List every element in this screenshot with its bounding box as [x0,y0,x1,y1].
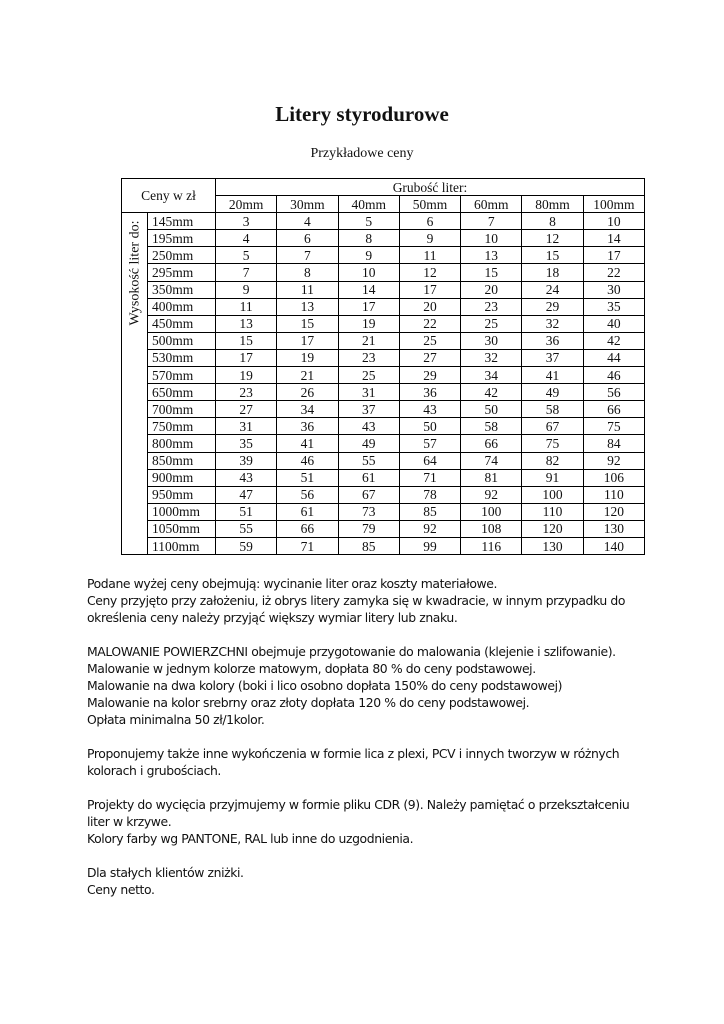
price-cell: 12 [522,230,583,247]
price-cell: 17 [338,298,399,315]
price-cell: 130 [522,537,583,554]
price-cell: 14 [338,281,399,298]
price-cell: 57 [399,435,460,452]
price-cell: 106 [583,469,644,486]
table-row [122,520,645,537]
price-cell: 43 [216,469,277,486]
price-cell: 25 [399,332,460,349]
price-cell: 4 [216,230,277,247]
price-cell: 40 [583,315,644,332]
price-cell: 67 [338,486,399,503]
table-row [122,315,645,332]
price-cell: 59 [216,537,277,554]
price-cell: 8 [277,264,338,281]
table-row [122,401,645,418]
price-cell: 35 [583,298,644,315]
price-cell: 21 [277,367,338,384]
price-cell: 17 [216,349,277,366]
row-height-label: 350mm [148,281,216,298]
table-row [122,486,645,503]
price-cell: 8 [338,230,399,247]
price-cell: 6 [399,213,460,230]
note-line: Kolory farby wg PANTONE, RAL lub inne do uzgodnienia. [87,831,414,846]
row-height-label: 800mm [148,435,216,452]
note-paragraph [87,864,647,898]
price-cell: 73 [338,503,399,520]
note-line: Malowanie w jednym kolorze matowym, dopłata 80 % do ceny podstawowej. [87,661,536,676]
thickness-column-header: 40mm [338,196,399,213]
note-line: MALOWANIE POWIERZCHNI obejmuje przygotowanie do malowania (klejenie i szlifowanie). [87,644,616,659]
price-cell: 23 [461,298,522,315]
price-cell: 30 [461,332,522,349]
price-cell: 55 [216,520,277,537]
price-cell: 8 [522,213,583,230]
price-cell: 15 [277,315,338,332]
price-cell: 42 [583,332,644,349]
note-paragraph [87,575,647,626]
height-axis-cell [122,213,148,555]
price-cell: 61 [338,469,399,486]
price-cell: 7 [277,247,338,264]
price-cell: 39 [216,452,277,469]
row-height-label: 1000mm [148,503,216,520]
price-cell: 75 [583,418,644,435]
row-height-label: 145mm [148,213,216,230]
price-cell: 17 [399,281,460,298]
row-height-label: 650mm [148,384,216,401]
price-cell: 26 [277,384,338,401]
price-cell: 116 [461,537,522,554]
price-cell: 22 [583,264,644,281]
note-line: Proponujemy także inne wykończenia w formie lica z plexi, PCV i innych tworzyw w różnych kolorach i grubościach. [87,746,620,778]
price-cell: 100 [522,486,583,503]
price-cell: 43 [338,418,399,435]
price-cell: 34 [461,367,522,384]
price-cell: 58 [522,401,583,418]
price-cell: 23 [338,349,399,366]
price-cell: 36 [522,332,583,349]
price-cell: 19 [216,367,277,384]
price-cell: 11 [216,298,277,315]
price-cell: 22 [399,315,460,332]
price-cell: 13 [277,298,338,315]
price-cell: 36 [399,384,460,401]
price-cell: 50 [461,401,522,418]
corner-label: Ceny w zł [122,179,216,213]
price-cell: 50 [399,418,460,435]
price-cell: 66 [583,401,644,418]
price-cell: 11 [277,281,338,298]
price-cell: 120 [583,503,644,520]
row-height-label: 750mm [148,418,216,435]
table-row [122,367,645,384]
price-cell: 41 [522,367,583,384]
price-cell: 47 [216,486,277,503]
height-label: Wysokość liter do: [127,220,142,326]
row-height-label: 295mm [148,264,216,281]
price-cell: 66 [461,435,522,452]
price-cell: 27 [216,401,277,418]
row-height-label: 1100mm [148,537,216,554]
thickness-column-header: 20mm [216,196,277,213]
price-cell: 29 [522,298,583,315]
price-cell: 15 [522,247,583,264]
price-cell: 120 [522,520,583,537]
table-row [122,469,645,486]
price-cell: 35 [216,435,277,452]
note-paragraph [87,643,647,728]
note-line: Dla stałych klientów zniżki. [87,865,244,880]
table-row [122,503,645,520]
price-cell: 36 [277,418,338,435]
price-cell: 10 [338,264,399,281]
row-height-label: 195mm [148,230,216,247]
price-cell: 41 [277,435,338,452]
table-row [122,281,645,298]
table-row [122,298,645,315]
row-height-label: 850mm [148,452,216,469]
price-cell: 4 [277,213,338,230]
price-cell: 92 [399,520,460,537]
note-paragraph [87,796,647,847]
price-cell: 44 [583,349,644,366]
row-height-label: 450mm [148,315,216,332]
price-cell: 58 [461,418,522,435]
price-cell: 25 [461,315,522,332]
price-cell: 81 [461,469,522,486]
table-row [122,213,645,230]
row-height-label: 700mm [148,401,216,418]
page-subtitle: Przykładowe ceny [310,146,414,161]
thickness-column-header: 80mm [522,196,583,213]
table-row [122,384,645,401]
table-row [122,332,645,349]
price-cell: 56 [583,384,644,401]
price-cell: 29 [399,367,460,384]
price-cell: 66 [277,520,338,537]
price-cell: 19 [338,315,399,332]
note-paragraph [87,745,647,779]
price-cell: 5 [216,247,277,264]
price-cell: 9 [399,230,460,247]
note-line: Malowanie na kolor srebrny oraz złoty dopłata 120 % do ceny podstawowej. [87,695,530,710]
row-height-label: 1050mm [148,520,216,537]
price-cell: 67 [522,418,583,435]
price-cell: 85 [338,537,399,554]
price-cell: 46 [583,367,644,384]
price-cell: 110 [522,503,583,520]
price-cell: 3 [216,213,277,230]
note-line: Podane wyżej ceny obejmują: wycinanie liter oraz koszty materiałowe. [87,576,498,591]
table-row [122,452,645,469]
table-row [122,537,645,554]
price-cell: 15 [216,332,277,349]
price-cell: 13 [461,247,522,264]
price-cell: 46 [277,452,338,469]
price-cell: 25 [338,367,399,384]
thickness-column-header: 60mm [461,196,522,213]
price-cell: 9 [216,281,277,298]
price-cell: 55 [338,452,399,469]
price-cell: 30 [583,281,644,298]
price-cell: 56 [277,486,338,503]
row-height-label: 900mm [148,469,216,486]
price-cell: 92 [583,452,644,469]
row-height-label: 570mm [148,367,216,384]
price-cell: 37 [522,349,583,366]
price-cell: 84 [583,435,644,452]
price-cell: 27 [399,349,460,366]
price-cell: 11 [399,247,460,264]
price-cell: 18 [522,264,583,281]
table-row [122,418,645,435]
thickness-column-header: 50mm [399,196,460,213]
price-cell: 79 [338,520,399,537]
price-cell: 20 [461,281,522,298]
thickness-column-header: 30mm [277,196,338,213]
price-cell: 43 [399,401,460,418]
price-cell: 13 [216,315,277,332]
price-cell: 24 [522,281,583,298]
price-cell: 64 [399,452,460,469]
price-cell: 99 [399,537,460,554]
price-cell: 17 [583,247,644,264]
price-cell: 23 [216,384,277,401]
table-row [122,349,645,366]
price-cell: 37 [338,401,399,418]
table-row [122,264,645,281]
price-cell: 75 [522,435,583,452]
note-line: Ceny netto. [87,882,155,897]
price-cell: 78 [399,486,460,503]
price-cell: 12 [399,264,460,281]
price-cell: 10 [461,230,522,247]
price-cell: 21 [338,332,399,349]
note-line: Malowanie na dwa kolory (boki i lico osobno dopłata 150% do ceny podstawowej) [87,678,563,693]
price-cell: 140 [583,537,644,554]
price-cell: 92 [461,486,522,503]
price-cell: 51 [277,469,338,486]
price-cell: 130 [583,520,644,537]
note-line: Projekty do wycięcia przyjmujemy w formie pliku CDR (9). Należy pamiętać o przekształceniu liter w krzywe. [87,797,630,829]
price-cell: 61 [277,503,338,520]
note-line: Opłata minimalna 50 zł/1kolor. [87,712,265,727]
row-height-label: 950mm [148,486,216,503]
thickness-column-header: 100mm [583,196,644,213]
price-cell: 14 [583,230,644,247]
price-cell: 7 [461,213,522,230]
price-cell: 85 [399,503,460,520]
price-cell: 82 [522,452,583,469]
table-row [122,230,645,247]
price-cell: 110 [583,486,644,503]
price-cell: 10 [583,213,644,230]
price-cell: 91 [522,469,583,486]
table-row [122,247,645,264]
price-table [121,178,645,555]
price-cell: 7 [216,264,277,281]
price-cell: 15 [461,264,522,281]
price-cell: 19 [277,349,338,366]
table-header-row [122,179,645,196]
price-cell: 71 [277,537,338,554]
price-cell: 5 [338,213,399,230]
table-row [122,435,645,452]
price-cell: 34 [277,401,338,418]
notes-section [87,575,647,915]
price-cell: 108 [461,520,522,537]
row-height-label: 250mm [148,247,216,264]
price-cell: 20 [399,298,460,315]
price-cell: 31 [338,384,399,401]
price-cell: 9 [338,247,399,264]
price-cell: 31 [216,418,277,435]
price-cell: 51 [216,503,277,520]
price-cell: 17 [277,332,338,349]
price-cell: 32 [522,315,583,332]
price-cell: 49 [338,435,399,452]
price-cell: 74 [461,452,522,469]
page-title: Litery styrodurowe [275,102,449,126]
thickness-label: Grubość liter: [216,179,645,196]
price-cell: 6 [277,230,338,247]
price-cell: 71 [399,469,460,486]
price-cell: 32 [461,349,522,366]
price-cell: 100 [461,503,522,520]
price-cell: 49 [522,384,583,401]
price-cell: 42 [461,384,522,401]
note-line: Ceny przyjęto przy założeniu, iż obrys litery zamyka się w kwadracie, w innym przypadku do określenia ceny należy przyjąć większy wymiar litery lub znaku. [87,593,626,625]
row-height-label: 400mm [148,298,216,315]
row-height-label: 500mm [148,332,216,349]
row-height-label: 530mm [148,349,216,366]
table-body [122,213,645,555]
